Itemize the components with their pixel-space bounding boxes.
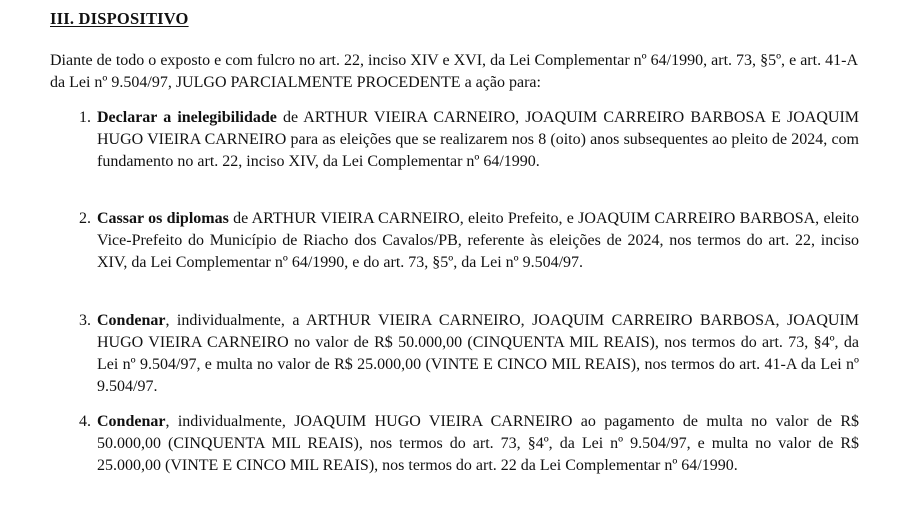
item-text: de ARTHUR VIEIRA CARNEIRO, JOAQUIM CARREIRO BARBOSA E JOAQUIM HUGO VIEIRA CARNEIRO para as eleições que se realizarem nos 8 (oito) anos subsequentes ao pleito de 2024, com fundamento no art. 22, inciso XIV, da Lei Complementar nº 64/1990. bbox=[97, 109, 859, 170]
item-body bbox=[97, 107, 859, 173]
item-body bbox=[97, 310, 859, 398]
list-item bbox=[79, 310, 859, 398]
item-number: 3. bbox=[79, 312, 91, 329]
item-number: 2. bbox=[79, 210, 91, 227]
item-number: 4. bbox=[79, 413, 91, 430]
item-text: , individualmente, a ARTHUR VIEIRA CARNEIRO, JOAQUIM CARREIRO BARBOSA, JOAQUIM HUGO VIEIRA CARNEIRO no valor de R$ 50.000,00 (CINQUENTA MIL REAIS), nos termos do art. 73, §4º, da Lei nº 9.504/97, e multa no valor de R$ 25.000,00 (VINTE E CINCO MIL REAIS), nos termos do art. 41-A da Lei nº 9.504/97. bbox=[97, 312, 859, 395]
item-text: , individualmente, JOAQUIM HUGO VIEIRA CARNEIRO ao pagamento de multa no valor de R$ 50.000,00 (CINQUENTA MIL REAIS), nos termos do art. 73, §4º, da Lei nº 9.504/97, e multa no valor de R$ 25.000,00 (VINTE E CINCO MIL REAIS), nos termos do art. 22 da Lei Complementar nº 64/1990. bbox=[97, 413, 859, 474]
item-bold-lead: Condenar bbox=[97, 413, 166, 430]
list-item bbox=[79, 208, 859, 274]
item-bold-lead: Cassar os diplomas bbox=[97, 210, 229, 227]
list-item bbox=[79, 107, 859, 173]
list-item bbox=[79, 411, 859, 477]
item-body bbox=[97, 208, 859, 274]
item-body bbox=[97, 411, 859, 477]
item-number: 1. bbox=[79, 109, 91, 126]
item-bold-lead: Declarar a inelegibilidade bbox=[97, 109, 277, 126]
section-heading: III. DISPOSITIVO bbox=[50, 9, 189, 28]
item-text: de ARTHUR VIEIRA CARNEIRO, eleito Prefeito, e JOAQUIM CARREIRO BARBOSA, eleito Vice-Prefeito do Município de Riacho dos Cavalos/PB, referente às eleições de 2024, nos termos do art. 22, inciso XIV, da Lei Complementar nº 64/1990, e do art. 73, §5º, da Lei nº 9.504/97. bbox=[97, 210, 859, 271]
item-bold-lead: Condenar bbox=[97, 312, 166, 329]
intro-paragraph: Diante de todo o exposto e com fulcro no art. 22, inciso XIV e XVI, da Lei Complementar nº 64/1990, art. 73, §5º, e art. 41-A da Lei nº 9.504/97, JULGO PARCIALMENTE PROCEDENTE a ação para: bbox=[50, 52, 858, 91]
